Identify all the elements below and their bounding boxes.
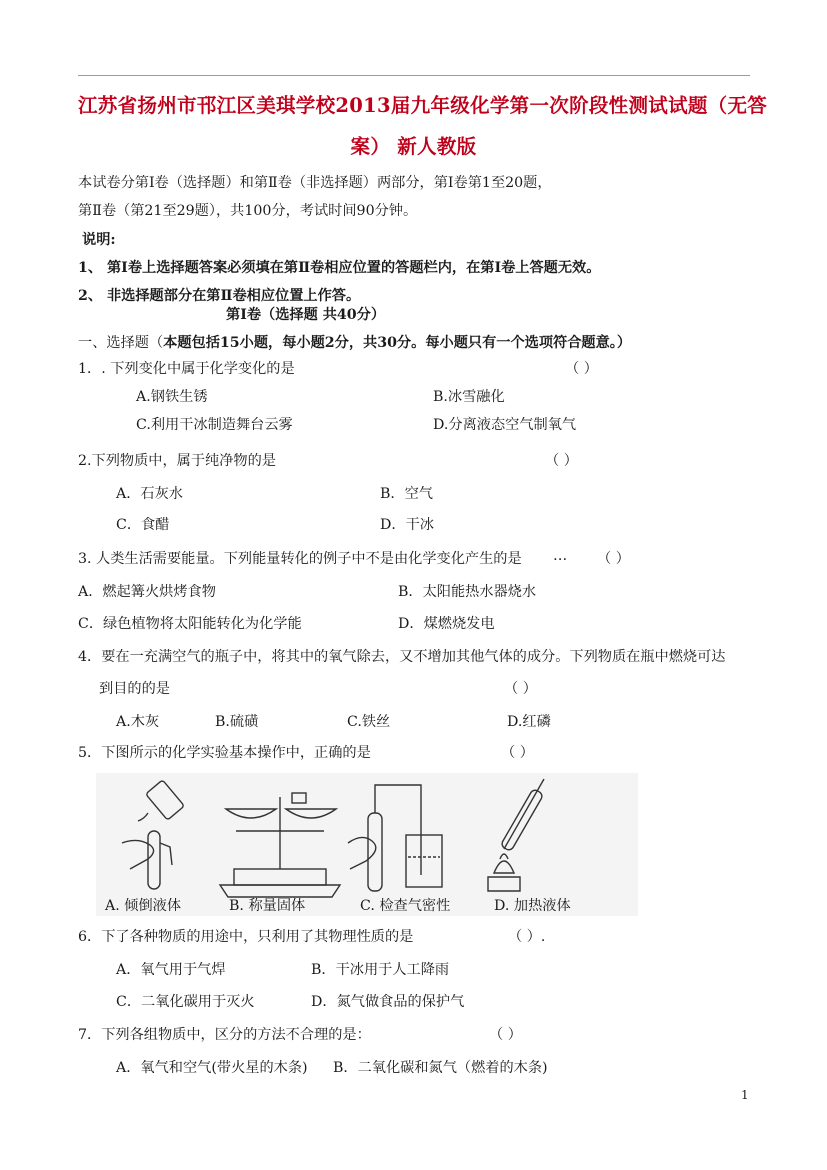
question-4-stem: 4．要在一充满空气的瓶子中，将其中的氧气除去，又不增加其他气体的成分。下列物质在瓶中燃烧可达 xyxy=(78,649,726,665)
instructions-bold: 本题包括15小题，每小题2分，共30分。每小题只有一个选项符合题意。） xyxy=(163,335,632,351)
question-2-answer-paren: （ ） xyxy=(545,453,578,469)
document-title-line2: 案） 新人教版 xyxy=(350,135,477,158)
question-6-option-b: B．干冰用于人工降雨 xyxy=(311,962,450,978)
section-heading: 第Ⅰ卷（选择题 共40分） xyxy=(226,307,386,323)
document-title-line1: 江苏省扬州市邗江区美琪学校2013届九年级化学第一次阶段性测试试题（无答 xyxy=(78,94,768,117)
question-1-option-c: C.利用干冰制造舞台云雾 xyxy=(136,417,293,433)
question-5-stem: 5．下图所示的化学实验基本操作中，正确的是 xyxy=(78,745,371,761)
note-1: 1、 第Ⅰ卷上选择题答案必须填在第Ⅱ卷相应位置的答题栏内，在第Ⅰ卷上答题无效。 xyxy=(78,260,601,276)
figure-label-a: A. 倾倒液体 xyxy=(105,898,182,914)
question-1-stem: 1．. 下列变化中属于化学变化的是 xyxy=(78,361,295,377)
question-3-answer-paren: （ ） xyxy=(597,551,630,567)
figure-label-d: D. 加热液体 xyxy=(494,898,571,914)
question-4-option-a: A.木灰 xyxy=(116,714,160,730)
question-2-stem: 2.下列物质中，属于纯净物的是 xyxy=(78,453,276,469)
pouring-liquid-illustration xyxy=(122,780,184,889)
balance-illustration xyxy=(220,793,340,897)
question-4-option-c: C.铁丝 xyxy=(347,714,391,730)
question-1-option-b: B.冰雪融化 xyxy=(433,389,505,405)
figure-label-c: C. 检查气密性 xyxy=(360,898,451,914)
question-6-option-d: D．氮气做食品的保护气 xyxy=(311,994,465,1010)
header-rule xyxy=(78,75,750,76)
question-4-answer-paren: （ ） xyxy=(504,681,537,697)
question-2-option-a: A．石灰水 xyxy=(116,486,183,502)
question-7-answer-paren: （ ） xyxy=(489,1027,522,1043)
question-3-option-b: B．太阳能热水器烧水 xyxy=(398,584,537,600)
question-3-option-d: D．煤燃烧发电 xyxy=(398,616,495,632)
question-3-option-a: A．燃起篝火烘烤食物 xyxy=(78,584,216,600)
note-2: 2、 非选择题部分在第Ⅱ卷相应位置上作答。 xyxy=(78,288,361,304)
question-3-stem: 3. 人类生活需要能量。下列能量转化的例子中不是由化学变化产生的是 xyxy=(78,551,522,567)
page-number: 1 xyxy=(741,1088,749,1102)
question-3-dots: … xyxy=(553,548,568,564)
question-6-option-c: C．二氧化碳用于灭火 xyxy=(116,994,255,1010)
question-6-option-a: A．氧气用于气焊 xyxy=(116,962,226,978)
question-4-option-d: D.红磷 xyxy=(507,714,551,730)
question-6-stem: 6．下了各种物质的用途中，只利用了其物理性质的是 xyxy=(78,929,414,945)
question-6-answer-paren: （ ）. xyxy=(508,929,546,945)
figure-label-b: B. 称量固体 xyxy=(229,898,306,914)
question-1-answer-paren: （ ） xyxy=(565,361,598,377)
intro-line2: 第Ⅱ卷（第21至29题），共100分，考试时间90分钟。 xyxy=(78,203,418,219)
intro-line1: 本试卷分第Ⅰ卷（选择题）和第Ⅱ卷（非选择题）两部分，第Ⅰ卷第1至20题， xyxy=(78,175,552,191)
heating-liquid-illustration xyxy=(488,779,544,891)
question-2-option-c: C．食醋 xyxy=(116,517,170,533)
question-4-option-b: B.硫磺 xyxy=(215,714,259,730)
question-2-option-d: D．干冰 xyxy=(380,517,434,533)
question-7-stem: 7．下列各组物质中，区分的方法不合理的是： xyxy=(78,1027,371,1043)
note-heading: 说明: xyxy=(82,232,116,248)
instructions-prefix: 一、选择题（ xyxy=(78,335,164,351)
question-1-option-d: D.分离液态空气制氧气 xyxy=(433,417,577,433)
question-1-option-a: A.钢铁生锈 xyxy=(136,389,208,405)
lab-operations-figure xyxy=(96,773,638,916)
section-instructions xyxy=(78,333,631,353)
question-5-answer-paren: （ ） xyxy=(501,745,534,761)
question-7-option-a: A．氧气和空气(带火星的木条) xyxy=(116,1060,308,1076)
question-4-stem-continued: 到目的的是 xyxy=(99,681,170,697)
question-7-option-b: B．二氧化碳和氮气（燃着的木条) xyxy=(333,1060,548,1076)
question-3-option-c: C．绿色植物将太阳能转化为化学能 xyxy=(78,616,302,632)
airtightness-check-illustration xyxy=(348,785,442,891)
question-2-option-b: B．空气 xyxy=(380,486,433,502)
